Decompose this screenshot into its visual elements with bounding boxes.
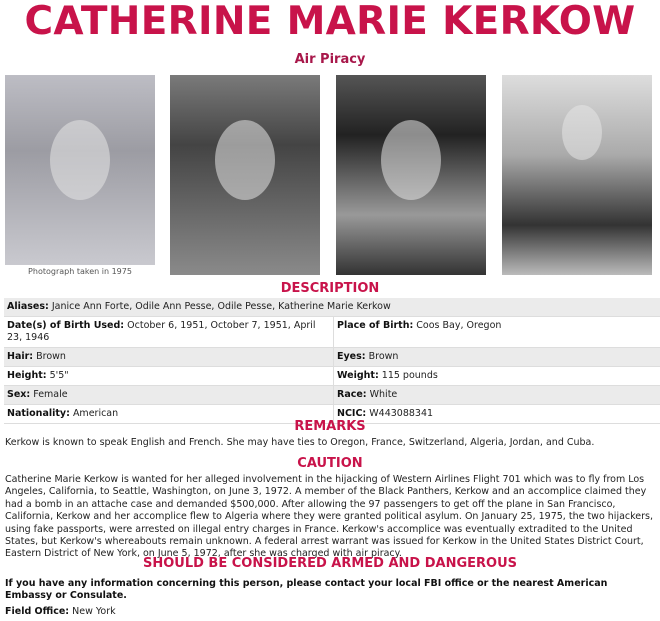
fugitive-name: CATHERINE MARIE KERKOW [24,0,636,44]
contact-info: If you have any information concerning this person, please contact your local FBI office or the nearest American Embassy or Consulate. [5,578,608,602]
remarks-heading: REMARKS [294,419,366,434]
crime-category: Air Piracy [294,52,366,67]
photo-4 [502,75,652,275]
photo-3 [336,75,486,275]
description-table [4,298,660,424]
table-row: Height: 5'5" Weight: 115 pounds [4,367,660,386]
remarks-text: Kerkow is known to speak English and French. She may have ties to Oregon, France, Switzerland, Algeria, Jordan, and Cuba. [5,437,595,448]
description-heading: DESCRIPTION [280,281,380,296]
field-office: Field Office: New York [5,606,116,617]
table-row: Aliases: Janice Ann Forte, Odile Ann Pesse, Odile Pesse, Katherine Marie Kerkow [4,298,660,317]
table-row: Date(s) of Birth Used: October 6, 1951, October 7, 1951, April 23, 1946 Place of Birth: Coos Bay, Oregon [4,317,660,348]
table-row: Sex: Female Race: White [4,386,660,405]
caution-text: Catherine Marie Kerkow is wanted for her alleged involvement in the hijacking of Western Airlines Flight 701 which was to fly from Los Angeles, California, to Seattle, Washington, on June 3, 1972. A member of the Black Panthers, Kerkow and an accomplice claimed they had a bomb in an attache case and demanded $500,000. After allowing the 97 passengers to get off the plane in San Francisco, California, Kerkow and her accomplice flew to Algeria where they were granted political asylum. On January 25, 1975, the two hijackers, using fake passports, were arrested on illegal entry charges in France. Kerkow's accomplice was eventually extradited to the United States, but Kerkow's whereabouts remain unknown. A federal arrest warrant was issued for Kerkow in the United States District Court, Eastern District of New York, on June 5, 1972, after she was charged with air piracy. [5,474,654,560]
caution-heading: CAUTION [297,456,363,471]
photo-caption: Photograph taken in 1975 [28,267,132,276]
armed-dangerous-warning: SHOULD BE CONSIDERED ARMED AND DANGEROUS [142,556,518,571]
table-row: Hair: Brown Eyes: Brown [4,348,660,367]
table-row: Nationality: American NCIC: W443088341 [4,405,660,424]
photo-2 [170,75,320,275]
photo-1 [5,75,155,265]
